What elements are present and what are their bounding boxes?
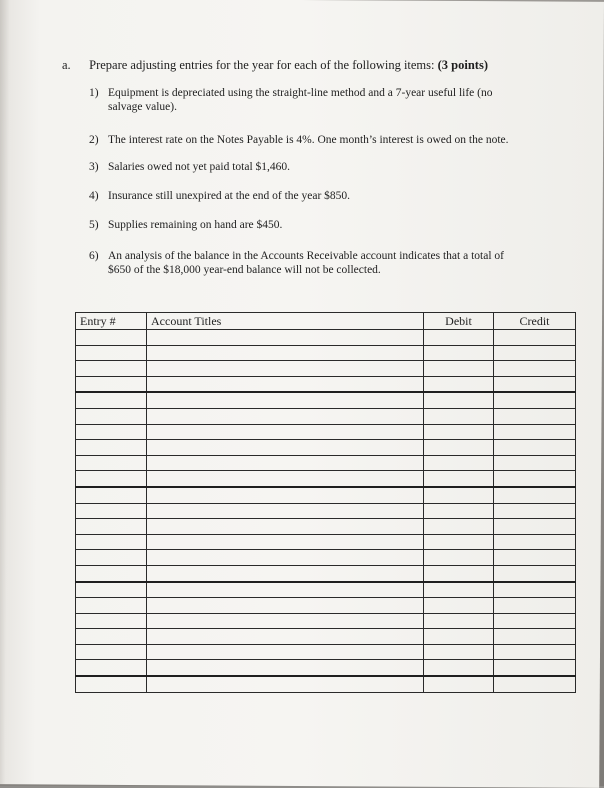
list-item (89, 133, 569, 147)
table-row (76, 644, 576, 660)
account-cell[interactable] (147, 361, 424, 377)
table-row (76, 598, 576, 614)
credit-cell[interactable] (494, 534, 576, 550)
account-cell[interactable] (147, 565, 424, 581)
account-cell[interactable] (147, 487, 424, 503)
entry-cell[interactable] (76, 487, 147, 503)
credit-cell[interactable] (494, 660, 576, 676)
item-text: An analysis of the balance in the Accounts Receivable account indicates that a total of (108, 250, 504, 262)
entry-cell[interactable] (76, 345, 147, 361)
entry-cell[interactable] (76, 565, 147, 581)
table-row (76, 629, 576, 645)
account-cell[interactable] (147, 408, 424, 424)
item-text: Salaries owed not yet paid total $1,460. (108, 161, 291, 173)
table-row (76, 613, 576, 629)
journal-entry-table (75, 312, 576, 693)
table-row (76, 408, 576, 424)
table-row (76, 440, 576, 456)
entry-cell[interactable] (76, 550, 147, 566)
debit-cell[interactable] (424, 455, 494, 471)
table-row (76, 503, 576, 519)
item-text: Supplies remaining on hand are $450. (108, 219, 283, 231)
header-account-titles: Account Titles (147, 313, 424, 330)
entry-cell[interactable] (76, 598, 147, 614)
credit-cell[interactable] (494, 471, 576, 487)
header-entry-number: Entry # (76, 313, 147, 330)
table-row (76, 519, 576, 535)
item-text-continued: salvage value). (108, 101, 177, 113)
entry-cell[interactable] (76, 330, 147, 346)
entry-cell[interactable] (76, 392, 147, 408)
table-row (76, 550, 576, 566)
table-row (76, 660, 576, 676)
account-cell[interactable] (147, 519, 424, 535)
table-row (76, 534, 576, 550)
entry-cell[interactable] (76, 534, 147, 550)
debit-cell[interactable] (424, 660, 494, 676)
credit-cell[interactable] (494, 629, 576, 645)
item-number: 2) (89, 134, 99, 146)
credit-cell[interactable] (494, 598, 576, 614)
debit-cell[interactable] (424, 644, 494, 660)
credit-cell[interactable] (494, 408, 576, 424)
entry-cell[interactable] (76, 408, 147, 424)
question-points: (3 points) (437, 58, 488, 72)
entry-cell[interactable] (76, 424, 147, 440)
debit-cell[interactable] (424, 408, 494, 424)
table-row (76, 376, 576, 392)
table-row (76, 392, 576, 408)
table-row (76, 676, 576, 692)
table-row (76, 455, 576, 471)
debit-cell[interactable] (424, 676, 494, 692)
credit-cell[interactable] (494, 345, 576, 361)
table-row (76, 361, 576, 377)
list-item (89, 86, 569, 114)
credit-cell[interactable] (494, 550, 576, 566)
debit-cell[interactable] (424, 345, 494, 361)
debit-cell[interactable] (424, 440, 494, 456)
entry-cell[interactable] (76, 613, 147, 629)
account-cell[interactable] (147, 598, 424, 614)
item-text: Insurance still unexpired at the end of the year $850. (108, 190, 351, 202)
debit-cell[interactable] (424, 582, 494, 598)
entry-cell[interactable] (76, 676, 147, 692)
entry-cell[interactable] (76, 660, 147, 676)
credit-cell[interactable] (494, 503, 576, 519)
entry-cell[interactable] (76, 440, 147, 456)
table-row (76, 471, 576, 487)
debit-cell[interactable] (424, 550, 494, 566)
account-cell[interactable] (147, 660, 424, 676)
table-row (76, 345, 576, 361)
question-text: Prepare adjusting entries for the year for each of the following items: (89, 58, 435, 72)
list-item (89, 160, 569, 174)
question-letter: a. (62, 58, 71, 72)
account-cell[interactable] (147, 455, 424, 471)
entry-cell[interactable] (76, 471, 147, 487)
account-cell[interactable] (147, 330, 424, 346)
table-row (76, 487, 576, 503)
credit-cell[interactable] (494, 613, 576, 629)
account-cell[interactable] (147, 392, 424, 408)
debit-cell[interactable] (424, 471, 494, 487)
entry-cell[interactable] (76, 519, 147, 535)
entry-cell[interactable] (76, 582, 147, 598)
entry-cell[interactable] (76, 361, 147, 377)
header-debit: Debit (424, 313, 494, 330)
credit-cell[interactable] (494, 487, 576, 503)
account-cell[interactable] (147, 644, 424, 660)
credit-cell[interactable] (494, 565, 576, 581)
account-cell[interactable] (147, 676, 424, 692)
entry-cell[interactable] (76, 644, 147, 660)
item-number: 6) (89, 250, 99, 262)
credit-cell[interactable] (494, 330, 576, 346)
debit-cell[interactable] (424, 330, 494, 346)
credit-cell[interactable] (494, 644, 576, 660)
debit-cell[interactable] (424, 392, 494, 408)
credit-cell[interactable] (494, 424, 576, 440)
account-cell[interactable] (147, 613, 424, 629)
debit-cell[interactable] (424, 613, 494, 629)
entry-cell[interactable] (76, 629, 147, 645)
debit-cell[interactable] (424, 565, 494, 581)
table-row (76, 582, 576, 598)
credit-cell[interactable] (494, 582, 576, 598)
entry-cell[interactable] (76, 376, 147, 392)
item-text: The interest rate on the Notes Payable is 4%. One month’s interest is owed on the note. (108, 134, 509, 146)
credit-cell[interactable] (494, 440, 576, 456)
table-header-row (76, 313, 576, 330)
debit-cell[interactable] (424, 424, 494, 440)
account-cell[interactable] (147, 550, 424, 566)
credit-cell[interactable] (494, 676, 576, 692)
account-cell[interactable] (147, 376, 424, 392)
entry-cell[interactable] (76, 503, 147, 519)
debit-cell[interactable] (424, 503, 494, 519)
account-cell[interactable] (147, 345, 424, 361)
account-cell[interactable] (147, 629, 424, 645)
header-credit: Credit (494, 313, 576, 330)
debit-cell[interactable] (424, 534, 494, 550)
item-text: Equipment is depreciated using the straight-line method and a 7-year useful life (no (108, 87, 493, 99)
list-item (89, 218, 569, 232)
debit-cell[interactable] (424, 598, 494, 614)
question-heading (62, 58, 488, 73)
account-cell[interactable] (147, 534, 424, 550)
account-cell[interactable] (147, 471, 424, 487)
table-row (76, 424, 576, 440)
table-row (76, 565, 576, 581)
debit-cell[interactable] (424, 629, 494, 645)
credit-cell[interactable] (494, 392, 576, 408)
debit-cell[interactable] (424, 487, 494, 503)
debit-cell[interactable] (424, 376, 494, 392)
account-cell[interactable] (147, 503, 424, 519)
credit-cell[interactable] (494, 376, 576, 392)
credit-cell[interactable] (494, 455, 576, 471)
item-number: 1) (89, 87, 99, 99)
item-number: 4) (89, 190, 99, 202)
account-cell[interactable] (147, 582, 424, 598)
list-item (89, 249, 569, 277)
account-cell[interactable] (147, 440, 424, 456)
account-cell[interactable] (147, 424, 424, 440)
entry-cell[interactable] (76, 455, 147, 471)
item-number: 3) (89, 161, 99, 173)
debit-cell[interactable] (424, 361, 494, 377)
item-text-continued: $650 of the $18,000 year-end balance will not be collected. (108, 264, 381, 276)
debit-cell[interactable] (424, 519, 494, 535)
list-item (89, 189, 569, 203)
credit-cell[interactable] (494, 361, 576, 377)
credit-cell[interactable] (494, 519, 576, 535)
item-number: 5) (89, 219, 99, 231)
table-row (76, 330, 576, 346)
